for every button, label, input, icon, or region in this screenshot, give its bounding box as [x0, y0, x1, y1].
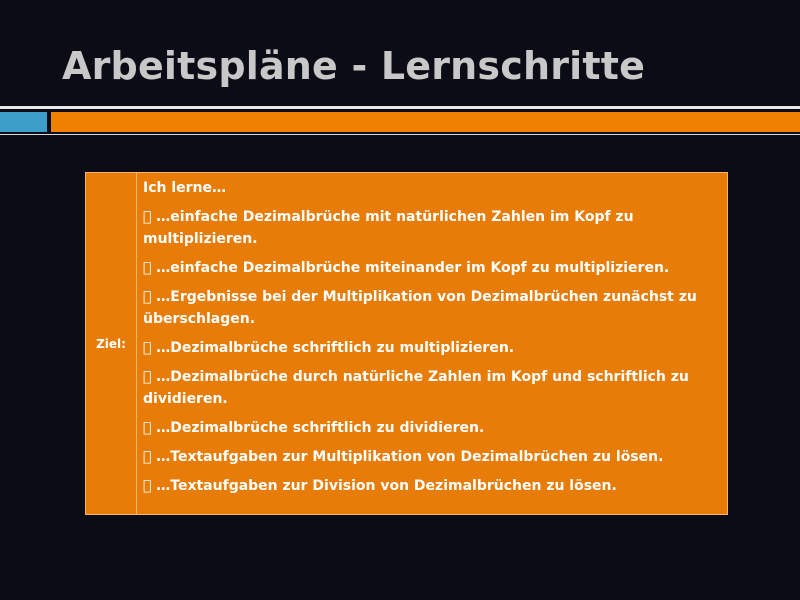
accent-bar-underline [0, 134, 800, 135]
accent-bar-blue [0, 112, 47, 132]
goal-label: Ziel: [96, 336, 126, 351]
goal-intro: Ich lerne… [143, 180, 227, 196]
goal-item-4: …Dezimalbrüche schriftlich zu multiplizieren. [143, 340, 501, 356]
goal-item-1: …einfache Dezimalbrüche mit natürlichen Zahlen im Kopf zu multiplizieren. [143, 209, 621, 247]
goal-item-2: …einfache Dezimalbrüche miteinander im Kopf zu multiplizieren. [143, 260, 656, 276]
goal-content-cell [137, 173, 727, 514]
goal-item-5: …Dezimalbrüche durch natürliche Zahlen im Kopf und schriftlich zu dividieren. [143, 369, 676, 407]
goal-item-3: …Ergebnisse bei der Multiplikation von Dezimalbrüchen zunächst zu überschlagen. [143, 289, 684, 327]
goals-table [85, 172, 728, 515]
goal-item-7: …Textaufgaben zur Multiplikation von Dezimalbrüchen zu lösen. [143, 449, 651, 465]
slide-title: Arbeitspläne - Lernschritte [62, 44, 646, 88]
title-divider-line [0, 106, 800, 109]
accent-bar-orange [51, 112, 800, 132]
goal-item-8: …Textaufgaben zur Division von Dezimalbrüchen zu lösen. [143, 478, 604, 494]
goal-item-6: …Dezimalbrüche schriftlich zu dividieren. [143, 420, 471, 436]
goal-label-cell [86, 173, 137, 514]
